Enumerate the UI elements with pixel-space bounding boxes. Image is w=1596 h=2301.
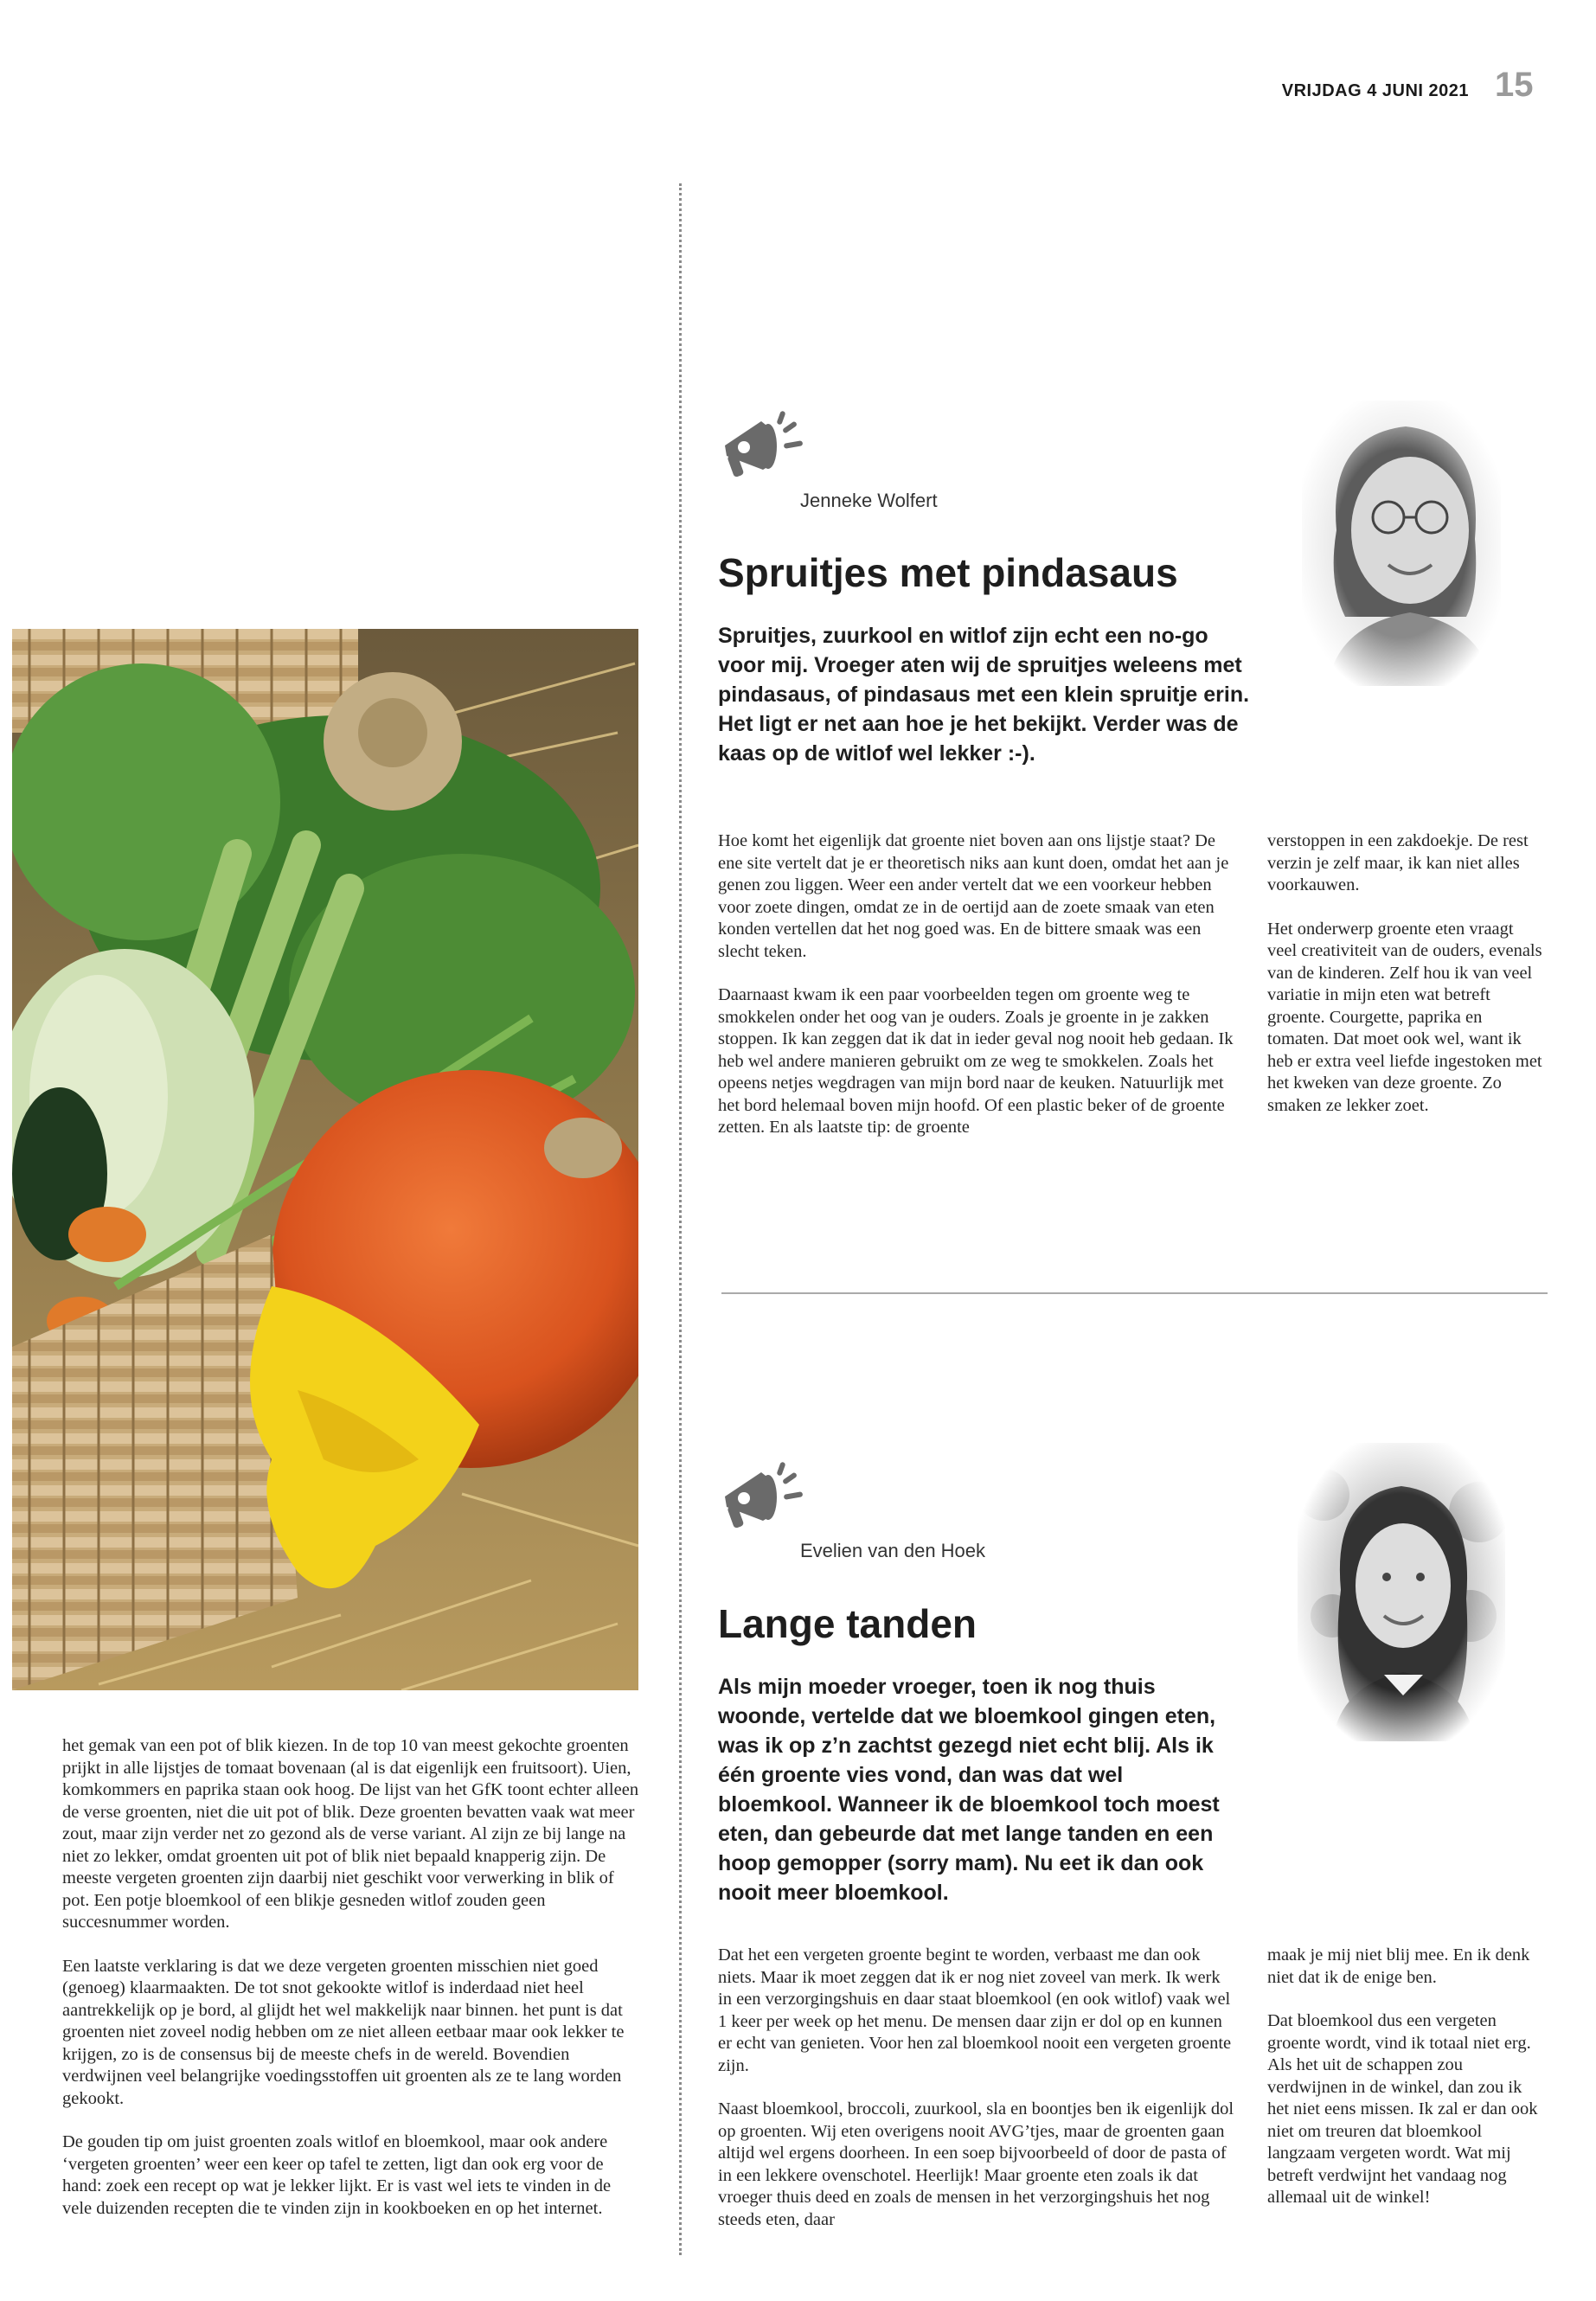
body-paragraph: Hoe komt het eigenlijk dat groente niet boven aan ons lijstje staat? De ene site vertelt dat je er theoretisch niks aan kunt doen, omdat het aan je genen zou liggen. Weer een ander vertelt dat we een voorkeur hebben voor zoete dingen, omdat ze in de oertijd aan de zoete smaak van eten konden vertellen dat het nog goed was. En de bittere smaak was een slecht teken. — [718, 831, 1229, 961]
body-paragraph: Naast bloemkool, broccoli, zuurkool, sla en boontjes ben ik eigenlijk dol op groenten. Wij eten overigens nooit AVG’tjes, maar de groenten gaan altijd wel ergens doorheen. In een soep bijvoorbeeld of door de pasta of in een lekkere ovenschotel. Heerlijk! Maar groente eten zoals ik dat vroeger thuis deed en zoals de mensen in het verzorgingshuis het nog steeds eten, daar — [718, 2099, 1234, 2229]
body-paragraph: Een laatste verklaring is dat we deze vergeten groenten misschien niet goed (genoeg) klaarmaakten. De tot snot gekookte witlof is inderdaad niet heel aantrekkelijk op je bord, al glijdt het wel makkelijk naar binnen. het punt is dat groenten niet zoveel nodig hebben om ze niet alleen eetbaar maar ook lekker te krijgen, zo is de consensus bij de meeste chefs in de wereld. Bovendien verdwijnen veel belangrijke voedingsstoffen uit groenten als ze te lang worden gekookt. — [62, 1956, 625, 2108]
headline: Spruitjes met pindasaus — [718, 550, 1178, 595]
issue-date: VRIJDAG 4 JUNI 2021 — [1281, 81, 1469, 100]
megaphone-icon — [709, 402, 813, 489]
left-column-body — [62, 1735, 642, 2241]
article-body-column-1 — [718, 1945, 1237, 2253]
article-body-column-2 — [1267, 1945, 1544, 2231]
article-divider — [721, 1292, 1548, 1294]
column-divider — [679, 183, 682, 2255]
body-paragraph: Daarnaast kwam ik een paar voorbeelden tegen om groente weg te smokkelen onder het oog van je ouders. Zoals je groente in je zakken stoppen. Ik kan zeggen dat ik dat in ieder geval nog nooit heb gedaan. Ik heb wel andere manieren gebruikt om ze weg te smokkelen. Zoals het opeens netjes wegdragen van mijn bord naar de keuken. Natuurlijk met het bord helemaal boven mijn hoofd. Of een plastic beker of de groente zetten. En als laatste tip: de groente — [718, 985, 1234, 1137]
body-paragraph: Dat bloemkool dus een vergeten groente wordt, vind ik totaal niet erg. Als het uit de schappen zou verdwijnen in de winkel, dan zou ik het niet eens missen. Ik zal er dan ook niet om treuren dat bloemkool langzaam vergeten wordt. Wat mij betreft verdwijnt het vandaag nog allemaal uit de winkel! — [1267, 2011, 1538, 2207]
body-paragraph: De gouden tip om juist groenten zoals witlof en bloemkool, maar ook andere ‘vergeten groenten’ weer een keer op tafel te zetten, ligt dan ook erg voor de hand: zoek een recept op wat je lekker lijkt. Er is vast wel iets te vinden in de vele duizenden recepten die te vinden zijn in kookboeken en op het internet. — [62, 2132, 612, 2218]
article-body-column-2 — [1267, 830, 1544, 1138]
body-paragraph: Dat het een vergeten groente begint te worden, verbaast me dan ook niets. Maar ik moet zeggen dat ik er nog niet zoveel van merk. Ik werk in een verzorgingshuis en daar staat bloemkool (en ook witlof) vaak wel 1 keer per week op het menu. De mensen daar zijn er dol op en kunnen er echt van genieten. Voor hen zal bloemkool nooit een vergeten groente zijn. — [718, 1945, 1232, 2075]
body-paragraph: verstoppen in een zakdoekje. De rest verzin je zelf maar, ik kan niet alles voorkauwen. — [1267, 831, 1529, 894]
author-name: Evelien van den Hoek — [800, 1540, 986, 1561]
body-paragraph: maak je mij niet blij mee. En ik denk niet dat ik de enige ben. — [1267, 1945, 1530, 1987]
headline: Lange tanden — [718, 1601, 977, 1646]
author-portrait — [1302, 401, 1501, 686]
lead-paragraph: Als mijn moeder vroeger, toen ik nog thuis woonde, vertelde dat we bloemkool gingen eten, was ik op z’n zachtst gezegd niet echt blij. Als ik één groente vies vond, dan was dat wel bloemkool. Wanneer ik de bloemkool toch moest eten, dan gebeurde dat met lange tanden en een hoop gemopper (sorry mam). Nu eet ik dan ook nooit meer bloemkool. — [718, 1675, 1220, 1905]
author-portrait — [1298, 1443, 1505, 1741]
article-body-column-1 — [718, 830, 1237, 1161]
page-number: 15 — [1495, 66, 1534, 104]
megaphone-icon — [709, 1453, 813, 1540]
lead-paragraph: Spruitjes, zuurkool en witlof zijn echt een no-go voor mij. Vroeger aten wij de spruitjes weleens met pindasaus, of pindasaus met een klein spruitje erin. Het ligt er net aan hoe je het bekijkt. Verder was de kaas op de witlof wel lekker :-). — [718, 624, 1250, 766]
body-paragraph: het gemak van een pot of blik kiezen. In de top 10 van meest gekochte groenten prijkt in alle lijstjes de tomaat bovenaan (al is dat eigenlijk een fruitsoort). Uien, komkommers en paprika staan ook hoog. De lijst van het GfK toont echter alleen de verse groenten, niet die uit pot of blik. Deze groenten bevatten vaak wat meer zout, maar zijn verder net zo gezond als de verse variant. Al zijn ze bij lange na niet zo lekker, omdat groenten uit pot of blik niet bepaald knapperig zijn. De meeste vergeten groenten zijn daarbij niet geschikt voor verwerking in blik of pot. Een potje bloemkool of een blikje gesneden witlof zouden geen succesnummer worden. — [62, 1736, 639, 1932]
author-name: Jenneke Wolfert — [800, 490, 938, 511]
vegetable-basket-photo — [12, 629, 638, 1690]
body-paragraph: Het onderwerp groente eten vraagt veel creativiteit van de ouders, evenals van de kinderen. Zelf hou ik van veel variatie in mijn eten wat betreft groente. Courgette, paprika en tomaten. Dat moet ook wel, want ik heb er extra veel liefde ingestoken met het kweken van deze groente. Zo smaken ze lekker zoet. — [1267, 919, 1542, 1115]
